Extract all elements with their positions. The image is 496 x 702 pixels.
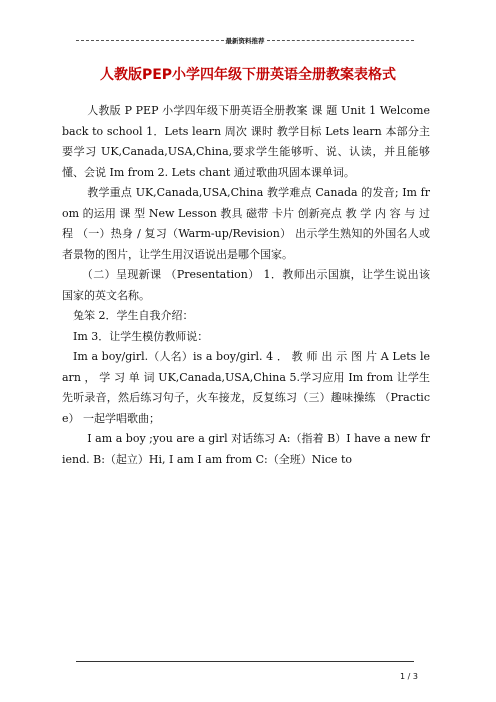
paragraph-imitate: Im 3．让学生模仿教师说：: [73, 329, 209, 343]
document-body: [62, 101, 430, 470]
header-rule-left: [76, 40, 224, 41]
paragraph-key-points: 教学重点 UK,Canada,USA,China 教学难点 Canada 的发音; Im from 的运用 课 型 New Lesson 教具 磁带 卡片 创新亮点 教 学 内 容 与 过 程 （一）热身 / 复习（Warm-up/Revision） 出示学生熟知的外国名人或者景物的图片，让学生用汉语说出是哪个国家。: [62, 186, 430, 261]
paragraph-learn-words: Im a boy/girl.（人名）is a boy/girl. 4 ． 教 师 出 示 图 片 A Lets learn ， 学 习 单 词 UK,Canada,USA,China 5.学习应用 Im from 让学生先听录音，然后练习句子，火车接龙，反复练习（三）趣味操练 （Practice） 一起学唱歌曲；: [62, 350, 430, 425]
paragraph-dialogue: I am a boy ;you are a girl 对话练习 A:（指着 B）I have a new friend. B:（起立）Hi, I am I am from C:（全班）Nice to: [62, 432, 430, 466]
paragraph-intro: 人教版 P PEP 小学四年级下册英语全册教案 课 题 Unit 1 Welcome back to school 1．Lets learn 周次 课时 教学目标 Lets learn 本部分主要学习 UK,Canada,USA,China,要求学生能够听、说、认读，并且能够懂、会说 Im from 2. Lets chant 通过歌曲巩固本课单词。: [62, 104, 430, 179]
document-title: 人教版PEP小学四年级下册英语全册教案表格式: [99, 67, 397, 83]
paragraph-presentation: （二）呈现新课 （Presentation） 1．教师出示国旗，让学生说出该国家的英文名称。: [62, 268, 430, 302]
page-number: 1 / 3: [400, 672, 418, 681]
page-header: [76, 36, 414, 45]
header-text: 最新资料推荐: [225, 37, 265, 45]
paragraph-self-intro: 兔笨 2．学生自我介绍：: [73, 309, 194, 322]
header-rule-right: [267, 40, 415, 41]
footer-rule: [76, 661, 414, 662]
